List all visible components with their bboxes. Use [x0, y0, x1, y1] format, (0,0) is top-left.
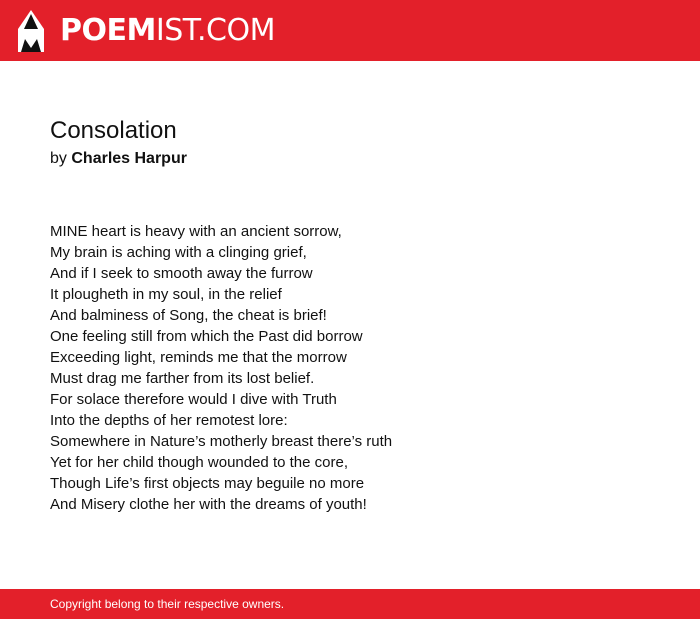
poem-line: MINE heart is heavy with an ancient sorrow, [50, 223, 342, 240]
poem-line: Exceeding light, reminds me that the morrow [50, 349, 347, 366]
logo-text-bold: POEM [60, 12, 156, 48]
poem-line: Into the depths of her remotest lore: [50, 412, 288, 429]
poem-body [50, 221, 650, 515]
pencil-icon [16, 9, 46, 53]
site-header [0, 0, 700, 61]
site-footer [0, 589, 700, 619]
logo-text-light: IST.COM [155, 12, 275, 48]
poem-byline [50, 148, 650, 170]
poem-line: My brain is aching with a clinging grief, [50, 244, 307, 261]
copyright-notice: Copyright belong to their respective owners. [50, 597, 285, 611]
poem-line: For solace therefore would I dive with Truth [50, 391, 337, 408]
poem-line: Though Life’s first objects may beguile no more [50, 475, 365, 492]
poem-line: One feeling still from which the Past did borrow [50, 328, 363, 345]
poem-line: And if I seek to smooth away the furrow [50, 265, 313, 282]
byline-prefix: by [50, 150, 67, 167]
poem-line: And Misery clothe her with the dreams of youth! [50, 496, 367, 513]
poem-content [50, 116, 650, 515]
poem-line: Must drag me farther from its lost belief. [50, 370, 315, 387]
poem-line: Yet for her child though wounded to the core, [50, 454, 348, 471]
poem-author: Charles Harpur [71, 150, 187, 167]
site-logo-text [60, 12, 275, 48]
poem-line: Somewhere in Nature’s motherly breast there’s ruth [50, 433, 393, 450]
site-logo-link[interactable] [16, 8, 275, 53]
poem-line: It plougheth in my soul, in the relief [50, 286, 282, 303]
poem-line: And balminess of Song, the cheat is brief! [50, 307, 327, 324]
poem-title: Consolation [50, 117, 177, 144]
